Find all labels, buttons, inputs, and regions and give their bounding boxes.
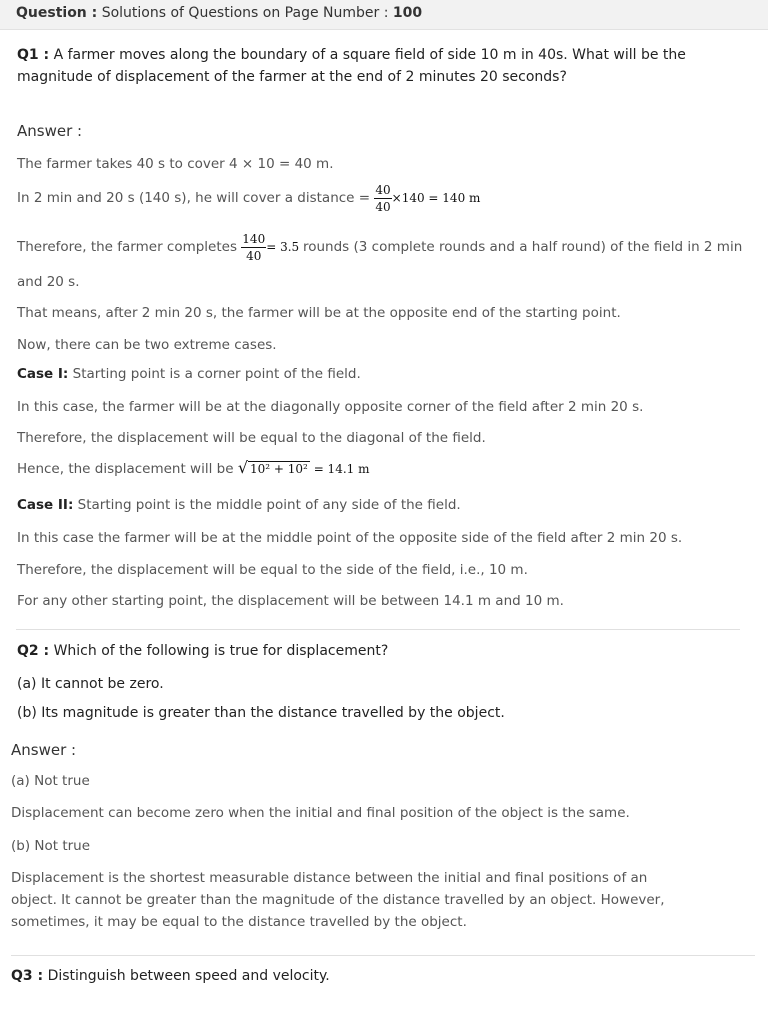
q1-case1 xyxy=(17,366,361,382)
q3-question xyxy=(11,968,330,984)
q1-line3 xyxy=(17,233,742,262)
q1-line3-rest: rounds (3 complete rounds and a half round) of the field in 2 min xyxy=(302,239,743,255)
q1-text-line2: magnitude of displacement of the farmer at the end of 2 minutes 20 seconds? xyxy=(17,69,567,85)
header-text xyxy=(16,5,422,21)
case2-text: Starting point is the middle point of any side of the field. xyxy=(77,497,461,513)
q3-text: Distinguish between speed and velocity. xyxy=(47,968,330,984)
q1-line7: Therefore, the displacement will be equal to the diagonal of the field. xyxy=(17,430,486,446)
q1-fraction-1 xyxy=(374,184,391,213)
q1-line6: In this case, the farmer will be at the diagonally opposite corner of the field after 2 min 20 s. xyxy=(17,399,644,415)
q2-b-explanation-1: Displacement is the shortest measurable distance between the initial and final positions of an xyxy=(11,870,648,886)
radicand: 10² + 10² xyxy=(250,462,308,476)
fraction-numerator: 140 xyxy=(242,232,266,246)
case2-label: Case II: xyxy=(17,497,74,513)
q1-line3-result: = 3.5 xyxy=(266,240,300,254)
fraction-denominator: 40 xyxy=(375,200,391,214)
question-header xyxy=(0,0,768,30)
header-page-number: 100 xyxy=(392,5,423,21)
q1-line2-text: In 2 min and 20 s (140 s), he will cover a distance = xyxy=(17,190,371,206)
q1-line2-result: ×140 = 140 m xyxy=(391,191,481,205)
q1-line2 xyxy=(17,184,480,213)
q1-line10: Therefore, the displacement will be equal to the side of the field, i.e., 10 m. xyxy=(17,562,528,578)
q1-line3-text: Therefore, the farmer completes xyxy=(17,239,237,255)
header-title: Solutions of Questions on Page Number : xyxy=(101,5,389,21)
divider xyxy=(11,955,755,956)
q1-line11: For any other starting point, the displacement will be between 14.1 m and 10 m. xyxy=(17,593,564,609)
q2-text: Which of the following is true for displacement? xyxy=(53,643,389,659)
fraction-numerator: 40 xyxy=(375,183,391,197)
q1-line1: The farmer takes 40 s to cover 4 × 10 = 40 m. xyxy=(17,156,334,172)
q1-text-line1: A farmer moves along the boundary of a square field of side 10 m in 40s. What will be the xyxy=(53,47,686,63)
q1-line5: Now, there can be two extreme cases. xyxy=(17,337,277,353)
q2-a-explanation: Displacement can become zero when the initial and final position of the object is the same. xyxy=(11,805,630,821)
q1-line8-result: = 14.1 m xyxy=(313,462,370,476)
q1-fraction-2 xyxy=(241,233,266,262)
q2-question xyxy=(17,643,388,659)
q2-answer-label: Answer : xyxy=(11,741,77,759)
q2-option-a: (a) It cannot be zero. xyxy=(17,676,164,692)
case1-text: Starting point is a corner point of the field. xyxy=(72,366,361,382)
q1-line8 xyxy=(17,458,369,477)
q1-label: Q1 : xyxy=(17,47,50,63)
q1-line9: In this case the farmer will be at the middle point of the opposite side of the field after 2 min 20 s. xyxy=(17,530,683,546)
q1-question xyxy=(17,47,686,63)
q3-label: Q3 : xyxy=(11,968,44,984)
q2-b-explanation-3: sometimes, it may be equal to the distance travelled by the object. xyxy=(11,914,467,930)
q2-label: Q2 : xyxy=(17,643,50,659)
divider xyxy=(16,629,740,630)
square-root-icon: √ xyxy=(237,458,249,477)
q2-b-answer: (b) Not true xyxy=(11,838,91,854)
q2-b-explanation-2: object. It cannot be greater than the magnitude of the distance travelled by an object. However, xyxy=(11,892,665,908)
case1-label: Case I: xyxy=(17,366,69,382)
header-prefix: Question : xyxy=(16,5,98,21)
q2-a-answer: (a) Not true xyxy=(11,773,90,789)
q1-line4: That means, after 2 min 20 s, the farmer will be at the opposite end of the starting point. xyxy=(17,305,621,321)
q1-line3-cont: and 20 s. xyxy=(17,274,80,290)
q1-line8-text: Hence, the displacement will be xyxy=(17,461,234,477)
q2-option-b: (b) Its magnitude is greater than the distance travelled by the object. xyxy=(17,705,505,721)
fraction-denominator: 40 xyxy=(246,249,262,263)
q1-case2 xyxy=(17,497,461,513)
q1-answer-label: Answer : xyxy=(17,122,83,140)
